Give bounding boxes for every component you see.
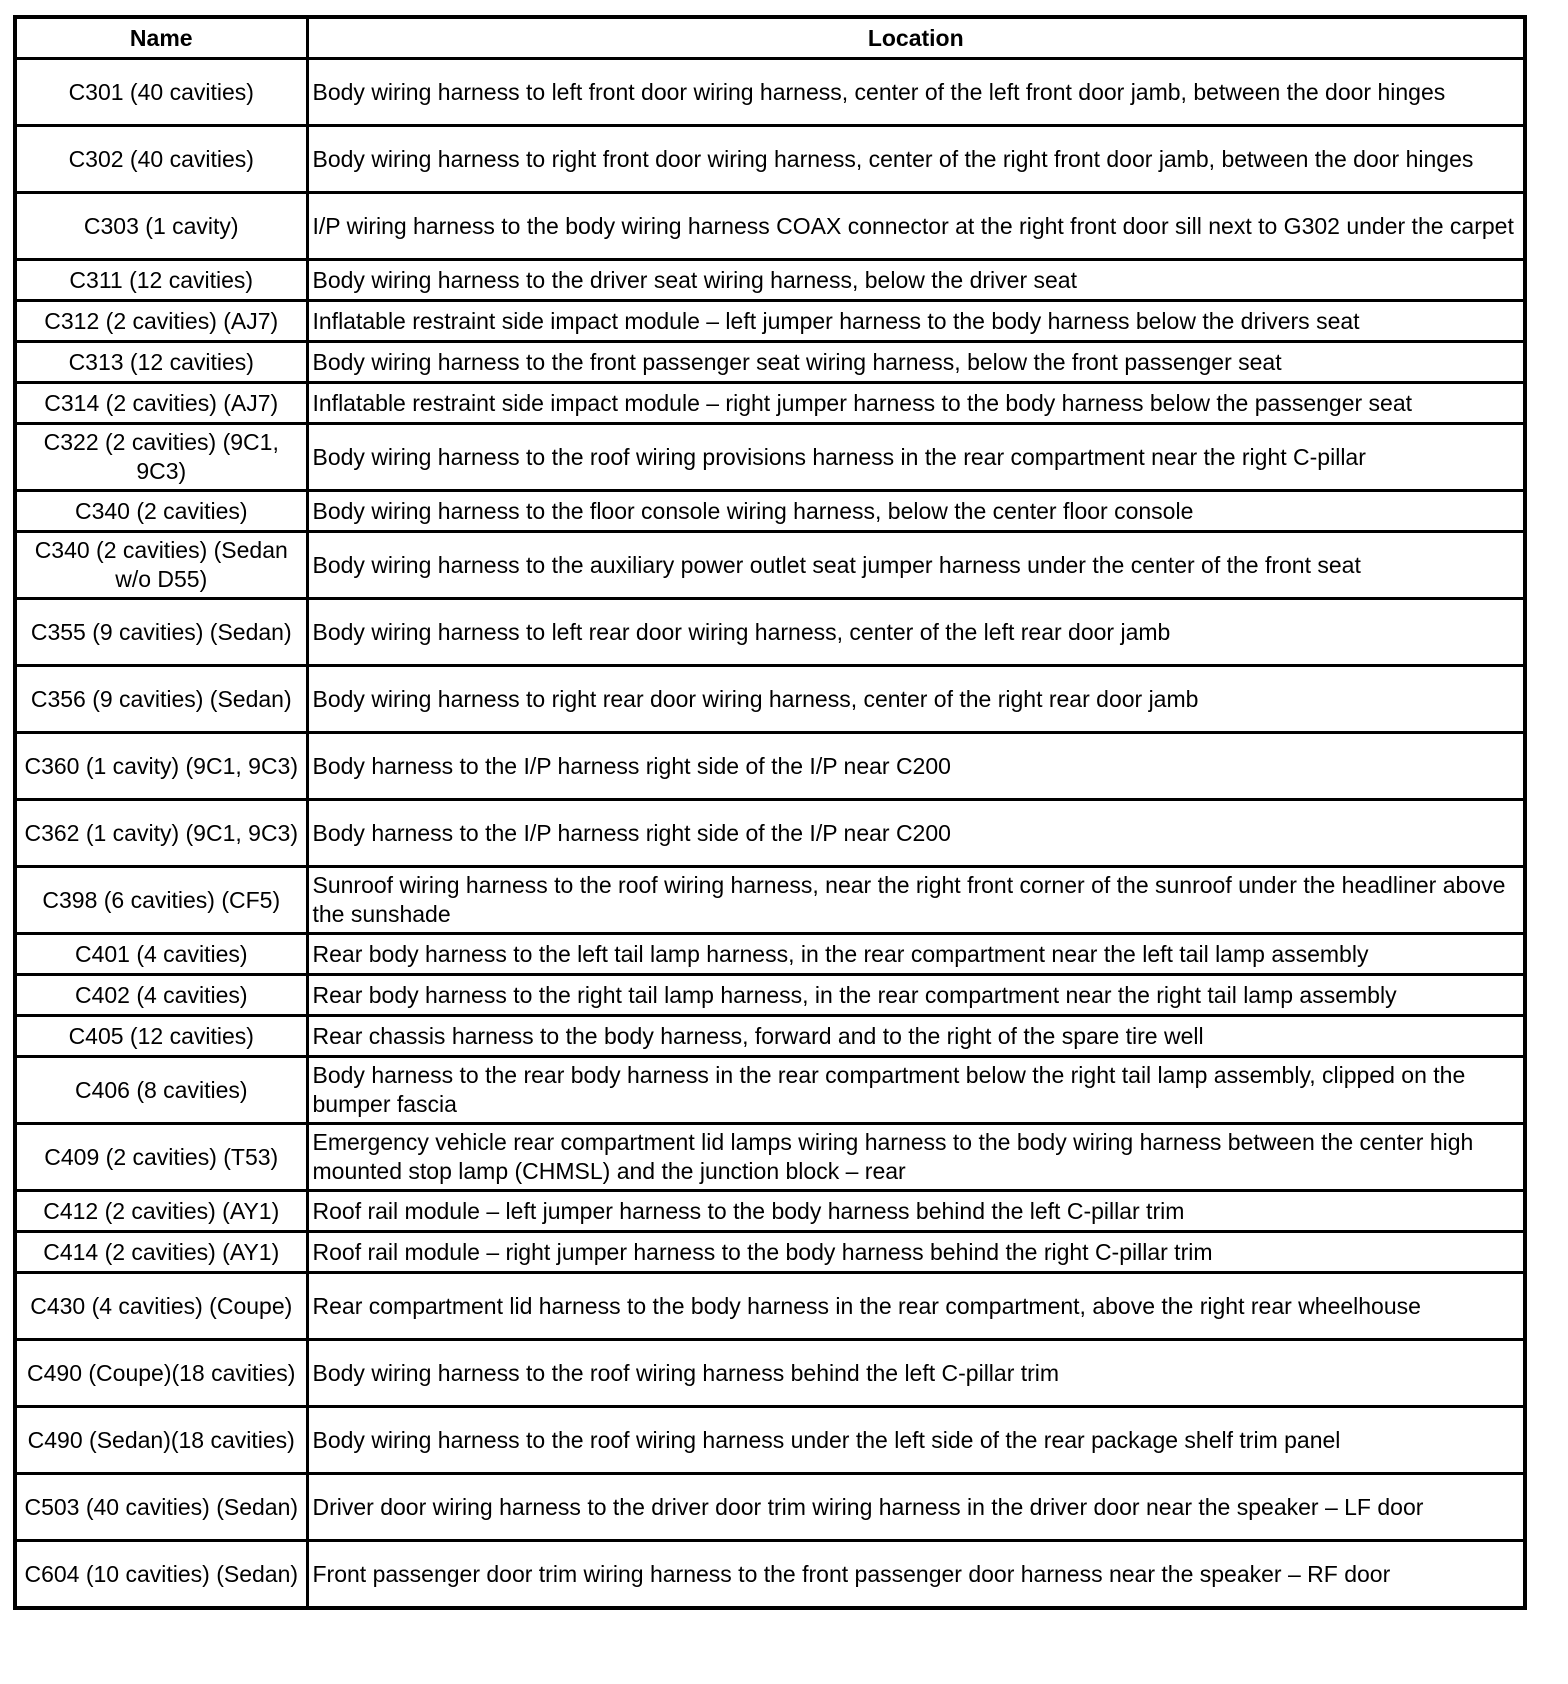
connector-location-cell: Body wiring harness to the front passenger seat wiring harness, below the front passenger seat — [307, 342, 1525, 383]
table-row — [15, 1541, 1525, 1609]
connector-name-cell: C405 (12 cavities) — [15, 1016, 307, 1057]
table-row — [15, 800, 1525, 867]
table-row — [15, 59, 1525, 126]
connector-location-cell: Driver door wiring harness to the driver door trim wiring harness in the driver door near the speaker – LF door — [307, 1474, 1525, 1541]
table-row — [15, 424, 1525, 491]
connector-location-cell: Roof rail module – right jumper harness to the body harness behind the right C-pillar trim — [307, 1232, 1525, 1273]
header-name: Name — [15, 17, 307, 59]
connector-name-cell: C604 (10 cavities) (Sedan) — [15, 1541, 307, 1609]
connector-name-cell: C402 (4 cavities) — [15, 975, 307, 1016]
table-row — [15, 383, 1525, 424]
connector-name-cell: C503 (40 cavities) (Sedan) — [15, 1474, 307, 1541]
table-row — [15, 260, 1525, 301]
connector-location-cell: Body wiring harness to left rear door wiring harness, center of the left rear door jamb — [307, 599, 1525, 666]
connector-name-cell: C355 (9 cavities) (Sedan) — [15, 599, 307, 666]
connector-location-cell: Rear chassis harness to the body harness, forward and to the right of the spare tire well — [307, 1016, 1525, 1057]
table-row — [15, 975, 1525, 1016]
connector-name-cell: C430 (4 cavities) (Coupe) — [15, 1273, 307, 1340]
connector-name-cell: C356 (9 cavities) (Sedan) — [15, 666, 307, 733]
connector-location-cell: Body wiring harness to the auxiliary power outlet seat jumper harness under the center of the front seat — [307, 532, 1525, 599]
connector-location-table — [13, 15, 1527, 1610]
table-row — [15, 342, 1525, 383]
table-row — [15, 1191, 1525, 1232]
connector-location-cell: Rear compartment lid harness to the body harness in the rear compartment, above the right rear wheelhouse — [307, 1273, 1525, 1340]
connector-location-cell: Inflatable restraint side impact module – right jumper harness to the body harness below the passenger seat — [307, 383, 1525, 424]
connector-location-cell: Emergency vehicle rear compartment lid lamps wiring harness to the body wiring harness between the center high mounted stop lamp (CHMSL) and the junction block – rear — [307, 1124, 1525, 1191]
connector-location-cell: Body wiring harness to the floor console wiring harness, below the center floor console — [307, 491, 1525, 532]
connector-name-cell: C311 (12 cavities) — [15, 260, 307, 301]
connector-location-cell: Body wiring harness to the roof wiring harness behind the left C-pillar trim — [307, 1340, 1525, 1407]
connector-name-cell: C490 (Sedan)(18 cavities) — [15, 1407, 307, 1474]
table-row — [15, 599, 1525, 666]
table-row — [15, 733, 1525, 800]
table-row — [15, 126, 1525, 193]
connector-location-cell: Body harness to the I/P harness right side of the I/P near C200 — [307, 800, 1525, 867]
connector-name-cell: C360 (1 cavity) (9C1, 9C3) — [15, 733, 307, 800]
connector-name-cell: C340 (2 cavities) — [15, 491, 307, 532]
table-row — [15, 1407, 1525, 1474]
connector-location-cell: Body wiring harness to right rear door wiring harness, center of the right rear door jamb — [307, 666, 1525, 733]
connector-location-cell: Body harness to the rear body harness in the rear compartment below the right tail lamp assembly, clipped on the bumper fascia — [307, 1057, 1525, 1124]
connector-location-cell: Sunroof wiring harness to the roof wiring harness, near the right front corner of the sunroof under the headliner above the sunshade — [307, 867, 1525, 934]
connector-name-cell: C362 (1 cavity) (9C1, 9C3) — [15, 800, 307, 867]
table-row — [15, 491, 1525, 532]
connector-location-cell: Rear body harness to the right tail lamp harness, in the rear compartment near the right tail lamp assembly — [307, 975, 1525, 1016]
connector-name-cell: C312 (2 cavities) (AJ7) — [15, 301, 307, 342]
connector-location-cell: Body harness to the I/P harness right side of the I/P near C200 — [307, 733, 1525, 800]
connector-location-cell: Inflatable restraint side impact module – left jumper harness to the body harness below the drivers seat — [307, 301, 1525, 342]
table-row — [15, 301, 1525, 342]
connector-name-cell: C412 (2 cavities) (AY1) — [15, 1191, 307, 1232]
connector-location-cell: Body wiring harness to left front door wiring harness, center of the left front door jamb, between the door hinges — [307, 59, 1525, 126]
connector-name-cell: C414 (2 cavities) (AY1) — [15, 1232, 307, 1273]
connector-location-cell: Body wiring harness to right front door wiring harness, center of the right front door jamb, between the door hinges — [307, 126, 1525, 193]
table-row — [15, 1057, 1525, 1124]
table-row — [15, 1273, 1525, 1340]
table-row — [15, 867, 1525, 934]
table-row — [15, 666, 1525, 733]
connector-location-cell: Body wiring harness to the roof wiring provisions harness in the rear compartment near the right C-pillar — [307, 424, 1525, 491]
table-row — [15, 934, 1525, 975]
connector-location-cell: Body wiring harness to the driver seat wiring harness, below the driver seat — [307, 260, 1525, 301]
connector-name-cell: C313 (12 cavities) — [15, 342, 307, 383]
connector-name-cell: C398 (6 cavities) (CF5) — [15, 867, 307, 934]
table-row — [15, 1016, 1525, 1057]
connector-name-cell: C302 (40 cavities) — [15, 126, 307, 193]
connector-name-cell: C401 (4 cavities) — [15, 934, 307, 975]
connector-name-cell: C301 (40 cavities) — [15, 59, 307, 126]
connector-name-cell: C314 (2 cavities) (AJ7) — [15, 383, 307, 424]
table-row — [15, 1474, 1525, 1541]
table-row — [15, 1232, 1525, 1273]
connector-location-cell: I/P wiring harness to the body wiring harness COAX connector at the right front door sill next to G302 under the carpet — [307, 193, 1525, 260]
table-row — [15, 532, 1525, 599]
connector-location-cell: Roof rail module – left jumper harness to the body harness behind the left C-pillar trim — [307, 1191, 1525, 1232]
table-body — [15, 59, 1525, 1609]
table-row — [15, 193, 1525, 260]
connector-location-cell: Front passenger door trim wiring harness to the front passenger door harness near the speaker – RF door — [307, 1541, 1525, 1609]
connector-name-cell: C322 (2 cavities) (9C1, 9C3) — [15, 424, 307, 491]
connector-name-cell: C409 (2 cavities) (T53) — [15, 1124, 307, 1191]
connector-name-cell: C406 (8 cavities) — [15, 1057, 307, 1124]
table-row — [15, 1340, 1525, 1407]
header-location: Location — [307, 17, 1525, 59]
connector-name-cell: C490 (Coupe)(18 cavities) — [15, 1340, 307, 1407]
connector-name-cell: C303 (1 cavity) — [15, 193, 307, 260]
connector-name-cell: C340 (2 cavities) (Sedan w/o D55) — [15, 532, 307, 599]
connector-location-cell: Body wiring harness to the roof wiring harness under the left side of the rear package shelf trim panel — [307, 1407, 1525, 1474]
table-row — [15, 1124, 1525, 1191]
connector-location-cell: Rear body harness to the left tail lamp harness, in the rear compartment near the left tail lamp assembly — [307, 934, 1525, 975]
table-header-row — [15, 17, 1525, 59]
